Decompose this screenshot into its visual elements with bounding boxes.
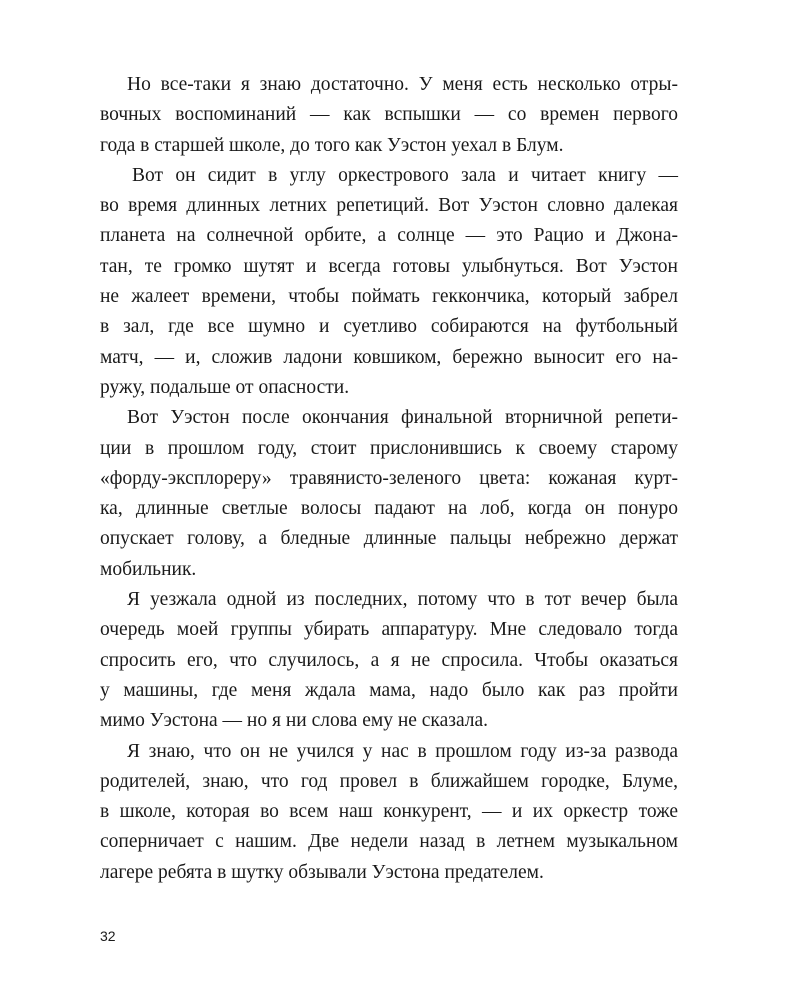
- text-line: планета на солнечной орбите, а солнце — это Рацио и Джона-: [100, 225, 678, 247]
- text-line: Но все-таки я знаю достаточно. У меня есть несколько отры-: [127, 74, 678, 95]
- body-text: [100, 70, 678, 888]
- text-line: вочных воспоминаний — как вспышки — со времен первого: [100, 104, 678, 126]
- text-line: мимо Уэстона — но я ни слова ему не сказала.: [100, 710, 489, 732]
- text-line: мобильник.: [100, 558, 197, 580]
- text-line: года в старшей школе, до того как Уэстон уехал в Блум.: [100, 134, 564, 156]
- text-line: опускает голову, а бледные длинные пальцы небрежно держат: [100, 528, 678, 550]
- text-line: у машины, где меня ждала мама, надо было как раз пройти: [100, 679, 678, 701]
- text-line: спросить его, что случилось, а я не спросила. Чтобы оказаться: [100, 649, 678, 671]
- text-line: «форду-эксплореру» травянисто-зеленого цвета: кожаная курт-: [100, 467, 678, 489]
- text-line: ружу, подальше от опасности.: [100, 376, 350, 398]
- text-line: в зал, где все шумно и суетливо собираются на футбольный: [100, 316, 678, 338]
- text-line: родителей, знаю, что год провел в ближайшем городке, Блуме,: [100, 770, 678, 792]
- text-line: тан, те громко шутят и всегда готовы улыбнуться. Вот Уэстон: [100, 255, 678, 277]
- text-line: ции в прошлом году, стоит прислонившись к своему старому: [100, 437, 678, 459]
- text-line: ка, длинные светлые волосы падают на лоб, когда он понуро: [100, 498, 678, 520]
- text-line: Вот Уэстон после окончания финальной вторничной репети-: [127, 407, 678, 429]
- page-number: 32: [100, 928, 116, 944]
- text-line: очередь моей группы убирать аппаратуру. Мне следовало тогда: [100, 619, 678, 641]
- text-line: во время длинных летних репетиций. Вот Уэстон словно далекая: [100, 195, 678, 217]
- text-line: Вот он сидит в углу оркестрового зала и читает книгу —: [132, 164, 678, 186]
- text-line: в школе, которая во всем наш конкурент, — и их оркестр тоже: [100, 801, 678, 823]
- text-line: матч, — и, сложив ладони ковшиком, бережно выносит его на-: [100, 346, 678, 368]
- text-line: лагере ребята в шутку обзывали Уэстона предателем.: [100, 861, 544, 883]
- text-line: Я знаю, что он не учился у нас в прошлом году из-за развода: [127, 740, 678, 762]
- text-line: соперничает с нашим. Две недели назад в летнем музыкальном: [100, 831, 678, 853]
- text-line: не жалеет времени, чтобы поймать геккончика, который забрел: [100, 286, 678, 308]
- text-line: Я уезжала одной из последних, потому что в тот вечер была: [127, 589, 678, 611]
